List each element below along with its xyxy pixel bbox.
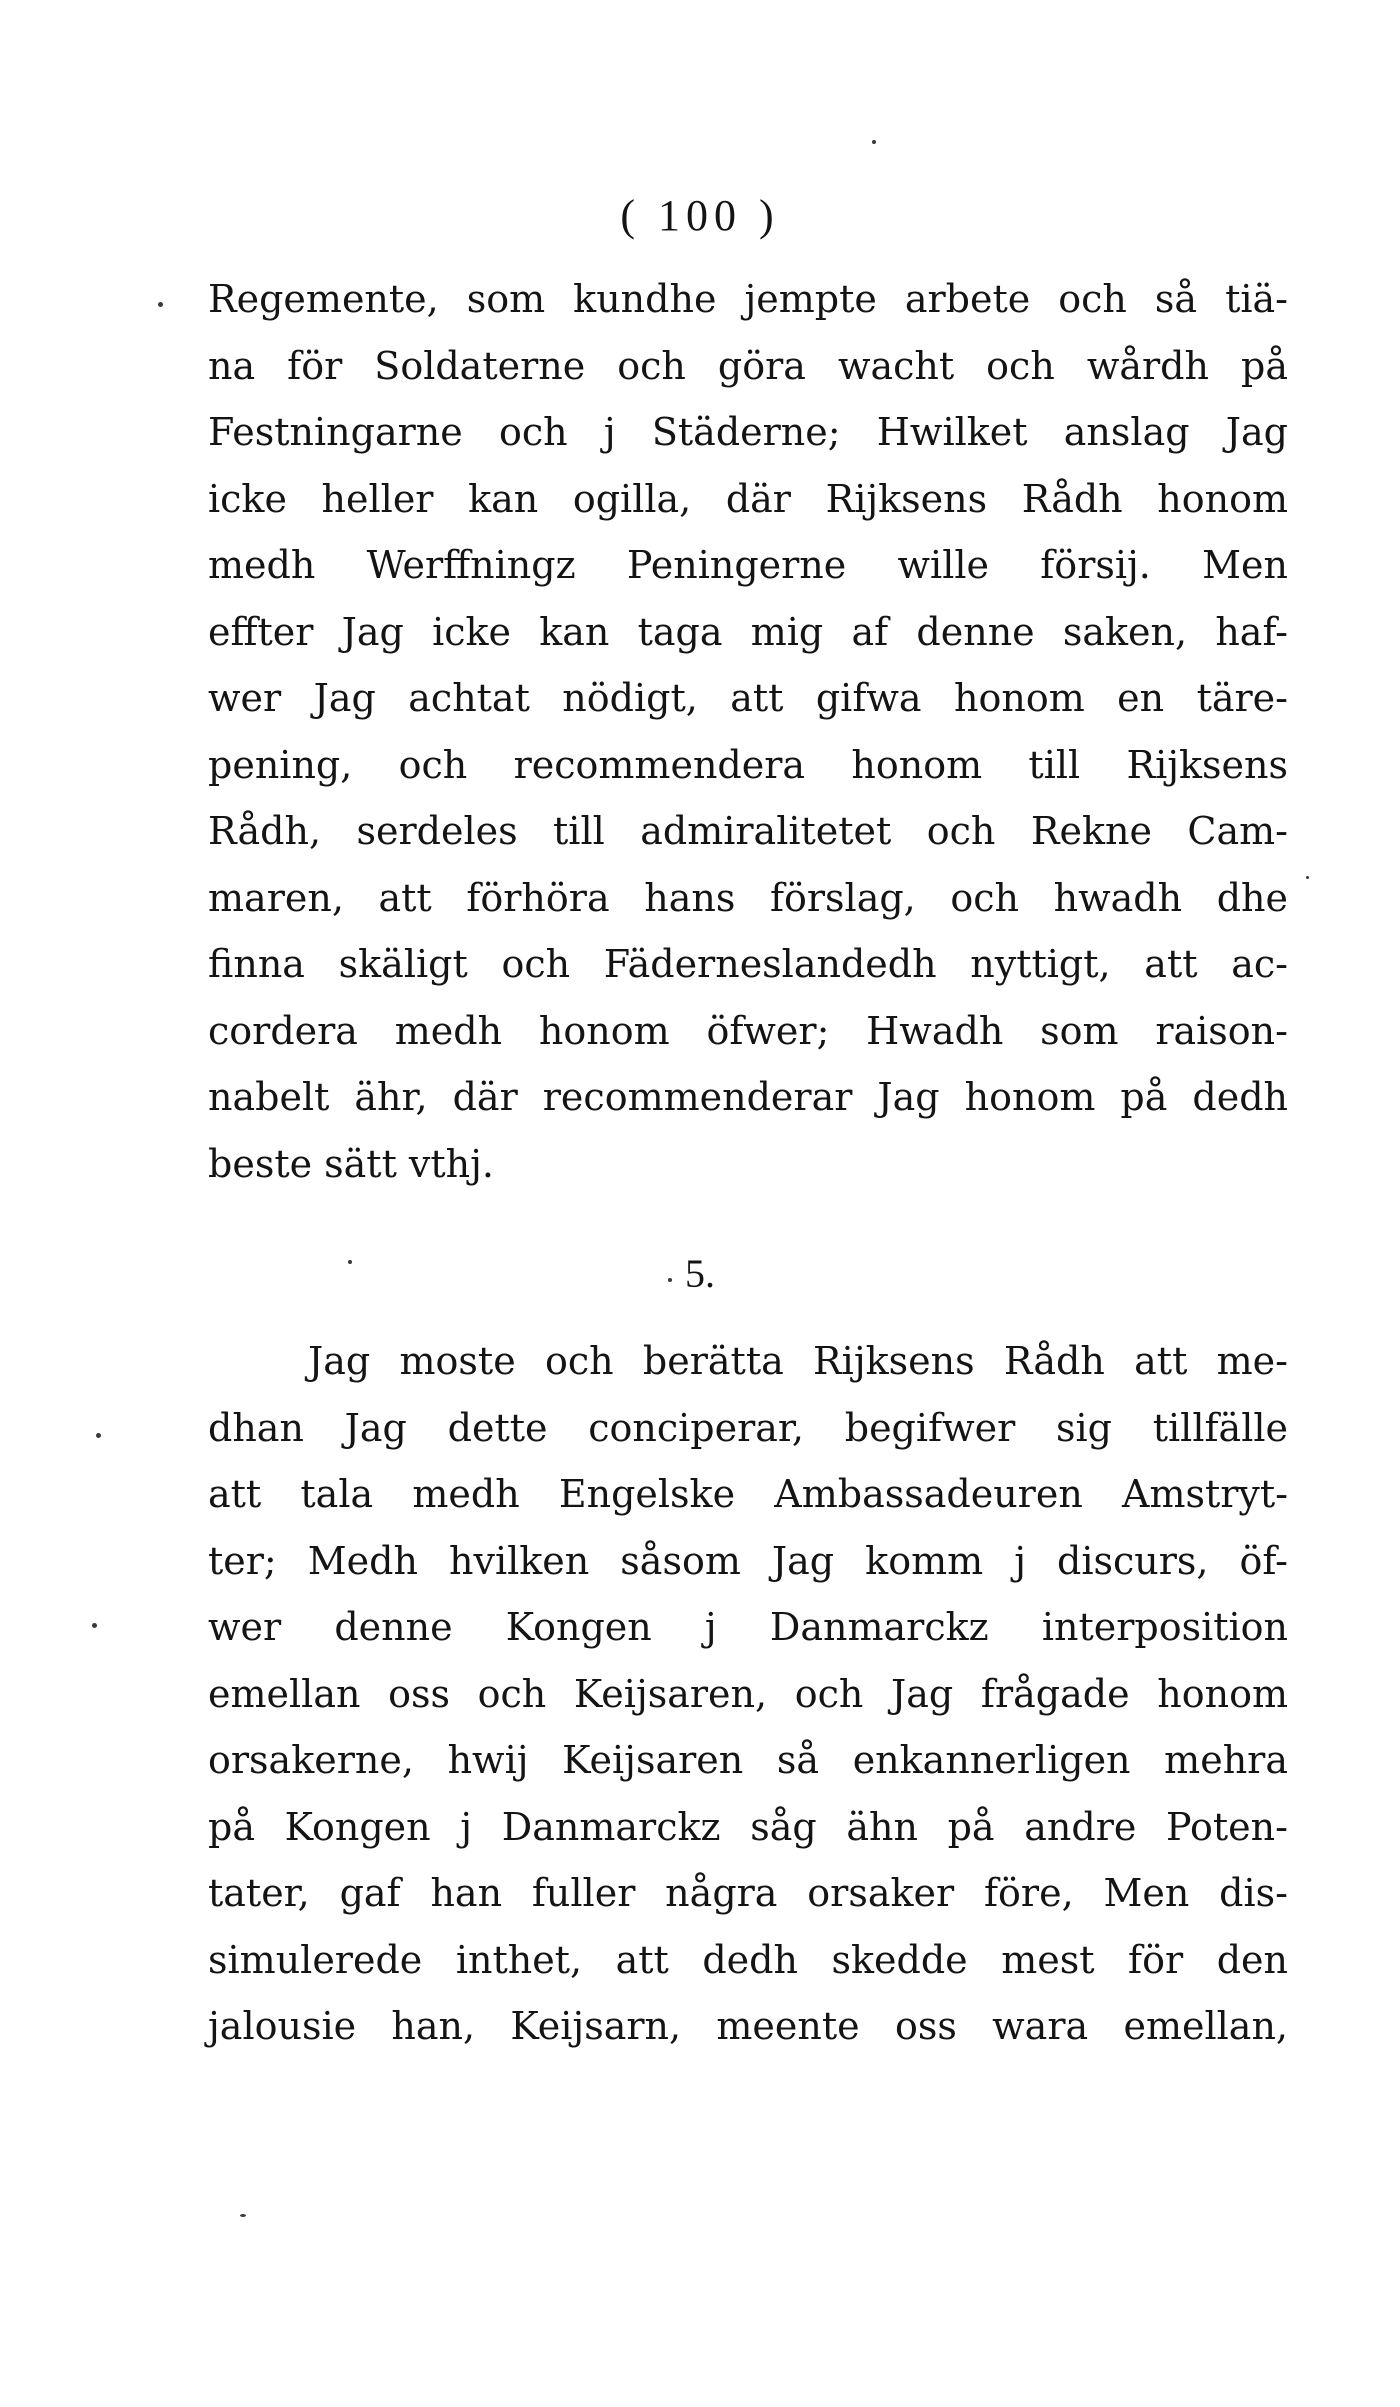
text-line: icke heller kan ogilla, där Rijksens Rådh honom [208,476,1288,521]
text-line: orsakerne, hwij Keijsaren så enkannerligen mehra [208,1738,1288,1782]
text-line: na för Soldaterne och göra wacht och wårdh på [208,343,1288,388]
scan-speck [92,1623,97,1628]
text-line: Festningarne och j Städerne; Hwilket anslag Jag [208,410,1288,454]
page-number: ( 100 ) [620,191,780,240]
text-line: medh Werffningz Peningerne wille försij. Men [208,543,1288,587]
text-line: wer Jag achtat nödigt, att gifwa honom en täre- [208,676,1288,720]
paragraph-1 [208,266,1288,1197]
scan-speck [158,302,163,307]
paragraph-2 [208,1328,1288,2060]
scan-speck [1306,876,1309,879]
section-number: 5. [685,1251,715,1296]
text-line: effter Jag icke kan taga mig af denne saken, haf- [208,609,1288,654]
text-line: emellan oss och Keijsaren, och Jag frågade honom [208,1671,1288,1716]
text-line: pening, och recommendera honom till Rijksens [208,742,1288,787]
text-line: ter; Medh hvilken såsom Jag komm j discurs, öf- [208,1538,1288,1583]
text-line: tater, gaf han fuller några orsaker före, Men dis- [208,1871,1288,1915]
text-line: på Kongen j Danmarckz såg ähn på andre Poten- [208,1804,1288,1849]
text-line: Regemente, som kundhe jempte arbete och så tiä- [208,277,1288,321]
scan-speck [96,1433,101,1438]
text-line: dhan Jag dette conciperar, begifwer sig tillfälle [208,1405,1288,1450]
text-line: nabelt ähr, där recommenderar Jag honom på dedh [208,1075,1288,1119]
text-line: finna skäligt och Fäderneslandedh nyttigt, att ac- [208,942,1288,986]
text-line: att tala medh Engelske Ambassadeuren Amstryt- [208,1472,1288,1516]
text-line: cordera medh honom öfwer; Hwadh som raison- [208,1008,1288,1053]
text-line: wer denne Kongen j Danmarckz interposition [208,1605,1288,1649]
text-line: jalousie han, Keijsarn, meente oss wara emellan, [208,2004,1288,2048]
scan-speck [872,140,876,144]
text-line: beste sätt vthj. [208,1141,495,1186]
text-line: Jag moste och berätta Rijksens Rådh att me- [308,1339,1288,1383]
text-line: maren, att förhöra hans förslag, och hwadh dhe [208,875,1288,920]
text-line: Rådh, serdeles till admiralitetet och Rekne Cam- [208,809,1288,853]
scan-speck [240,2214,246,2217]
scan-speck [348,1260,352,1264]
text-line: simulerede inthet, att dedh skedde mest för den [208,1937,1288,1982]
scan-speck [668,1278,672,1282]
